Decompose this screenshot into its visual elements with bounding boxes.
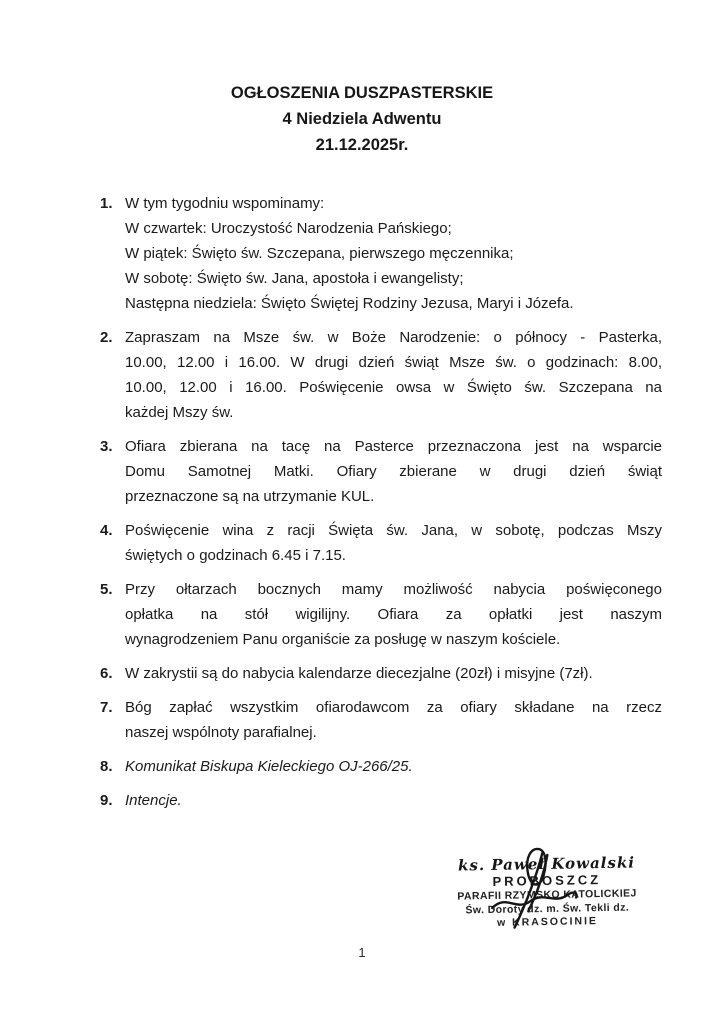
announcement-number: 9.	[100, 792, 113, 809]
parish-stamp-line: Św. Doroty dz. m. Św. Tekli dz.	[465, 901, 630, 916]
announcement-line: 10.00, 12.00 i 16.00. Poświęcenie owsa w Święto św. Szczepana na	[125, 379, 662, 396]
announcement-line: W czwartek: Uroczystość Narodzenia Pańskiego;	[125, 220, 452, 237]
announcement-item	[100, 434, 662, 509]
announcement-item	[100, 191, 662, 316]
announcement-item	[100, 754, 662, 779]
parish-stamp-line: w KRASOCINIE	[496, 915, 599, 929]
announcement-content	[125, 695, 662, 745]
announcement-content	[125, 577, 662, 652]
announcement-content	[125, 788, 662, 813]
announcement-content	[125, 191, 662, 316]
announcement-line: naszej wspólnoty parafialnej.	[125, 724, 317, 741]
announcement-number: 6.	[100, 665, 113, 682]
announcement-number: 2.	[100, 329, 113, 346]
announcements-list	[100, 191, 662, 813]
announcement-line: 10.00, 12.00 i 16.00. W drugi dzień świąt Msze św. o godzinach: 8.00,	[125, 354, 662, 371]
announcement-line: Przy ołtarzach bocznych mamy możliwość nabycia poświęconego	[125, 581, 662, 598]
document-subtitle: 4 Niedziela Adwentu	[282, 110, 442, 128]
announcement-number: 5.	[100, 581, 113, 598]
announcement-content	[125, 434, 662, 509]
announcement-number: 7.	[100, 699, 113, 716]
announcement-number: 4.	[100, 522, 113, 539]
announcement-content	[125, 325, 662, 425]
signatory-name: ks. Paweł Kowalski	[457, 853, 636, 875]
announcement-line: W zakrystii są do nabycia kalendarze diecezjalne (20zł) i misyjne (7zł).	[125, 665, 593, 682]
signature-block	[421, 853, 672, 932]
announcement-line: przeznaczone są na utrzymanie KUL.	[125, 488, 375, 505]
signatory-role: PROBOSZCZ	[492, 872, 602, 889]
announcement-line: opłatka na stół wigilijny. Ofiara za opłatki jest naszym	[125, 606, 662, 623]
announcement-content	[125, 661, 662, 686]
parish-stamp-line: PARAFII RZYMSKO KATOLICKIEJ	[457, 887, 637, 903]
announcement-line: każdej Mszy św.	[125, 404, 234, 421]
announcement-line: W sobotę: Święto św. Jana, apostoła i ewangelisty;	[125, 270, 464, 287]
announcement-number: 1.	[100, 195, 113, 212]
document-title: OGŁOSZENIA DUSZPASTERSKIE	[230, 84, 494, 102]
announcement-item	[100, 661, 662, 686]
announcement-line: świętych o godzinach 6.45 i 7.15.	[125, 547, 346, 564]
announcement-line: Intencje.	[125, 792, 182, 809]
announcement-item	[100, 325, 662, 425]
announcement-number: 8.	[100, 758, 113, 775]
announcement-number: 3.	[100, 438, 113, 455]
announcement-line: Bóg zapłać wszystkim ofiarodawcom za ofiary składane na rzecz	[125, 699, 662, 716]
announcement-content	[125, 518, 662, 568]
announcement-line: Ofiara zbierana na tacę na Pasterce przeznaczona jest na wsparcie	[125, 438, 662, 455]
announcement-item	[100, 518, 662, 568]
announcement-line: Komunikat Biskupa Kieleckiego OJ-266/25.	[125, 758, 413, 775]
announcement-line: W tym tygodniu wspominamy:	[125, 195, 325, 212]
announcement-item	[100, 695, 662, 745]
announcement-line: W piątek: Święto św. Szczepana, pierwszego męczennika;	[125, 245, 514, 262]
announcement-line: Poświęcenie wina z racji Święta św. Jana, w sobotę, podczas Mszy	[125, 522, 662, 539]
document-date: 21.12.2025r.	[315, 136, 409, 154]
document-header	[0, 0, 724, 158]
announcement-line: Następna niedziela: Święto Świętej Rodziny Jezusa, Maryi i Józefa.	[125, 295, 574, 312]
announcement-line: Domu Samotnej Matki. Ofiary zbierane w drugi dzień świąt	[125, 463, 662, 480]
announcement-line: Zapraszam na Msze św. w Boże Narodzenie: o północy - Pasterka,	[125, 329, 662, 346]
page-number: 1	[358, 945, 366, 960]
announcement-item	[100, 577, 662, 652]
announcement-content	[125, 754, 662, 779]
announcement-item	[100, 788, 662, 813]
announcement-line: wynagrodzeniem Panu organiście za posługę w naszym kościele.	[125, 631, 561, 648]
